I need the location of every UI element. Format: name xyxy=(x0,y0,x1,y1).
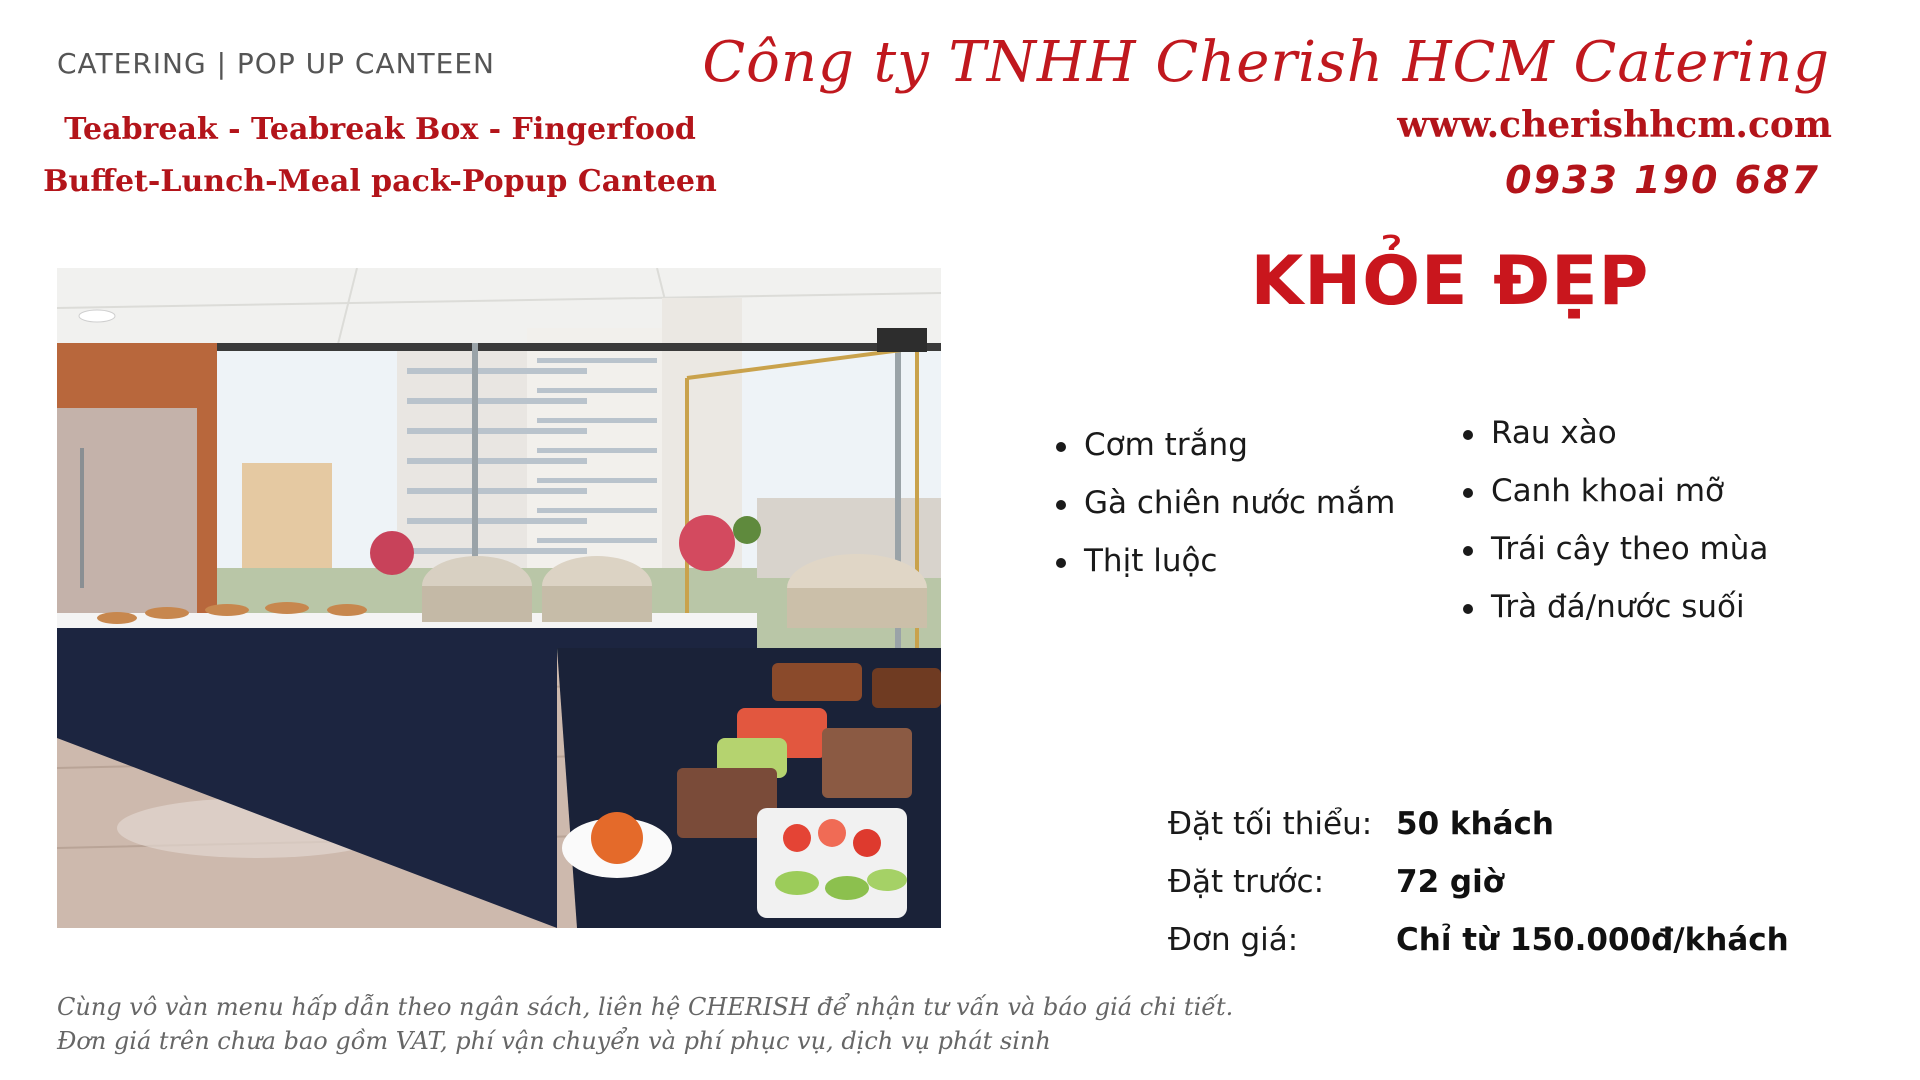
advance-order-value: 72 giờ xyxy=(1396,864,1505,900)
website-link[interactable]: www.cherishhcm.com xyxy=(1397,104,1832,146)
services-line-1: Teabreak - Teabreak Box - Fingerfood xyxy=(64,112,696,147)
services-line-2: Buffet-Lunch-Meal pack-Popup Canteen xyxy=(43,164,717,199)
price-value: Chỉ từ 150.000đ/khách xyxy=(1396,922,1789,958)
menu-item: Trà đá/nước suối xyxy=(1459,578,1768,636)
menu-item: Trái cây theo mùa xyxy=(1459,520,1768,578)
advance-order-row xyxy=(1168,853,1789,911)
menu-list-right xyxy=(1459,404,1768,636)
buffet-photo xyxy=(57,268,941,928)
minimum-order-row xyxy=(1168,795,1789,853)
category-label: CATERING | POP UP CANTEEN xyxy=(57,47,495,80)
price-row xyxy=(1168,911,1789,969)
menu-item: Cơm trắng xyxy=(1052,416,1395,474)
company-name: Công ty TNHH Cherish HCM Catering xyxy=(702,30,1830,95)
price-label: Đơn giá: xyxy=(1168,922,1299,958)
services-list xyxy=(40,104,720,208)
menu-list-left xyxy=(1052,416,1395,590)
menu-item: Gà chiên nước mắm xyxy=(1052,474,1395,532)
menu-item: Canh khoai mỡ xyxy=(1459,462,1768,520)
advance-order-label: Đặt trước: xyxy=(1168,864,1325,900)
menu-item: Rau xào xyxy=(1459,404,1768,462)
footnote-line-2: Đơn giá trên chưa bao gồm VAT, phí vận chuyển và phí phục vụ, dịch vụ phát sinh xyxy=(57,1027,1051,1055)
phone-number[interactable]: 0933 190 687 xyxy=(1505,158,1820,202)
footnote-line-1: Cùng vô vàn menu hấp dẫn theo ngân sách, liên hệ CHERISH để nhận tư vấn và báo giá chi tiết. xyxy=(57,993,1234,1021)
minimum-order-value: 50 khách xyxy=(1396,806,1554,842)
minimum-order-label: Đặt tối thiểu: xyxy=(1168,806,1373,842)
order-info xyxy=(1168,795,1789,969)
footnote xyxy=(57,990,1233,1058)
menu-item: Thịt luộc xyxy=(1052,532,1395,590)
menu-title: KHỎE ĐẸP xyxy=(1250,242,1650,321)
